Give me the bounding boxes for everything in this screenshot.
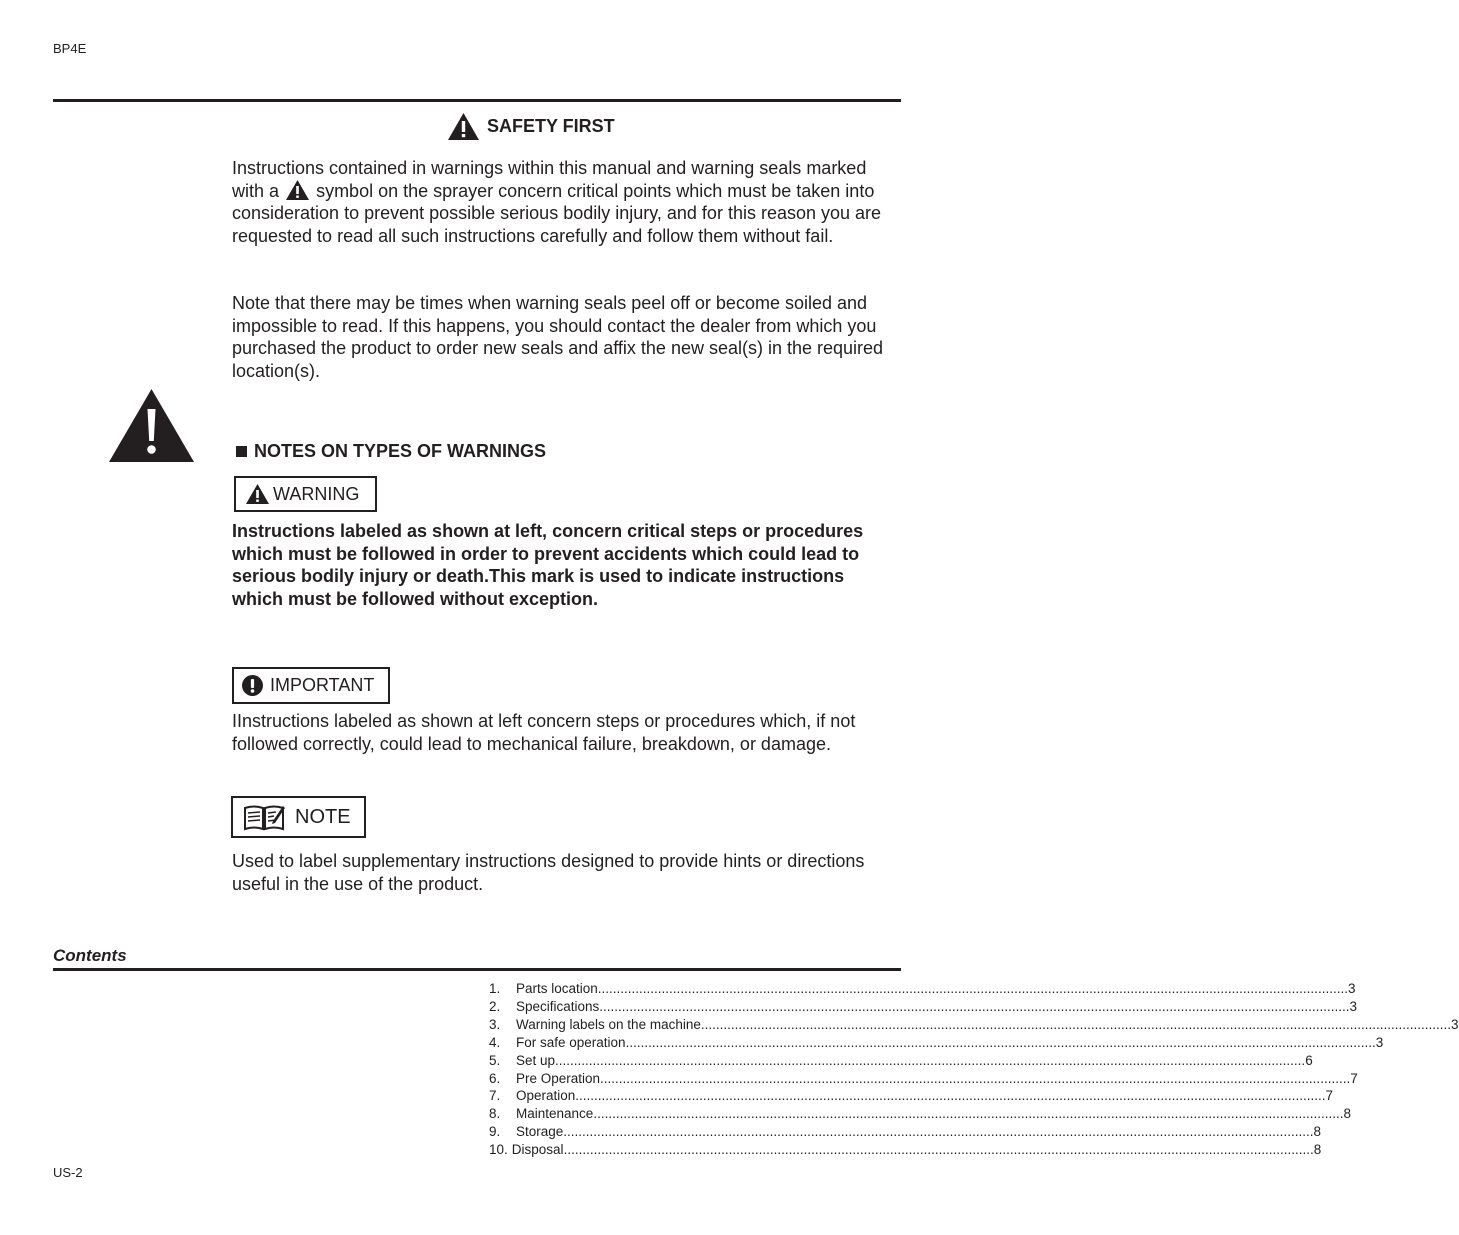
safety-paragraph-1 <box>232 157 897 247</box>
page-number: US-2 <box>53 1165 83 1180</box>
notes-heading-text: NOTES ON TYPES OF WARNINGS <box>254 441 547 461</box>
safety-heading <box>448 113 615 140</box>
toc-item-title: For safe operation <box>516 1034 626 1050</box>
toc-item[interactable] <box>489 980 1356 998</box>
warning-triangle-icon <box>246 484 269 504</box>
toc-item-title: Parts location <box>516 981 598 996</box>
open-book-icon <box>243 804 285 831</box>
top-divider <box>53 99 901 102</box>
toc-item-number: 9. <box>489 1124 501 1140</box>
toc-item-page: 7 <box>1350 1070 1358 1086</box>
warning-triangle-icon <box>286 180 309 200</box>
toc-leader-dots: ........................................................................................................................................................................................................ <box>625 1034 1376 1050</box>
toc-item-page: 3 <box>1349 998 1357 1014</box>
toc-item-page: 8 <box>1313 1124 1321 1140</box>
toc-item-number: 2. <box>489 998 501 1014</box>
toc-leader-dots: ........................................................................................................................................................................................................ <box>593 1106 1344 1122</box>
important-label-box <box>232 667 390 704</box>
toc-item-page: 8 <box>1343 1106 1351 1122</box>
contents-title: Contents <box>53 946 127 965</box>
safety-p1-start: Instructions contained in warnings within this manual and warning seals marked with a <box>232 158 867 201</box>
toc-item-number: 3. <box>489 1016 501 1032</box>
toc-item-title: Disposal <box>511 1142 564 1158</box>
important-description: IInstructions labeled as shown at left concern steps or procedures which, if not followed correctly, could lead to mechanical failure, breakdown, or damage. <box>232 711 856 754</box>
notes-heading <box>236 441 546 462</box>
toc-leader-dots: ........................................................................................................................................................................................................ <box>555 1052 1306 1068</box>
toc-leader-dots: ........................................................................................................................................................................................................ <box>600 1070 1351 1086</box>
toc-item-page: 3 <box>1347 981 1356 996</box>
important-label: IMPORTANT <box>270 675 375 695</box>
toc-item-page: 6 <box>1305 1052 1313 1068</box>
toc-item[interactable] <box>489 1087 1333 1105</box>
toc-item[interactable] <box>489 1123 1321 1141</box>
toc-item-title: Storage <box>516 1124 564 1140</box>
toc-item-page: 8 <box>1313 1142 1322 1158</box>
toc-item[interactable] <box>489 1016 1459 1034</box>
toc-item-number: 4. <box>489 1034 501 1050</box>
toc-item-title: Specifications <box>516 998 600 1014</box>
toc-leader-dots: ........................................................................................................................................................................................................ <box>563 1124 1314 1140</box>
large-warning-triangle-icon <box>109 389 194 462</box>
toc-leader-dots: ........................................................................................................................................................................................................ <box>700 1016 1452 1032</box>
toc-item-page: 3 <box>1451 1016 1459 1032</box>
toc-item-number: 8. <box>489 1106 501 1122</box>
toc-leader-dots: ........................................................................................................................................................................................................ <box>575 1088 1326 1104</box>
toc-item-page: 3 <box>1375 1034 1384 1050</box>
warning-label: WARNING <box>273 483 360 504</box>
toc-leader-dots: ........................................................................................................................................................................................................ <box>597 981 1348 996</box>
exclamation-circle-icon <box>242 675 263 696</box>
note-description: Used to label supplementary instructions designed to provide hints or directions useful in the use of the product. <box>232 851 865 894</box>
toc-item-title: Operation <box>516 1088 576 1104</box>
warning-triangle-icon <box>448 113 479 140</box>
model-code: BP4E <box>53 41 87 56</box>
safety-paragraph-2: Note that there may be times when warning seals peel off or become soiled and impossible to read. If this happens, you should contact the dealer from which you purchased the product to order new seals and affix the new seal(s) in the required location(s). <box>232 293 884 381</box>
toc-item-title: Set up <box>516 1052 556 1068</box>
toc-item[interactable] <box>489 998 1357 1016</box>
toc-item-title: Pre Operation <box>516 1070 601 1086</box>
toc-item-number: 10. <box>489 1142 508 1158</box>
toc-item-number: 6. <box>489 1070 501 1086</box>
square-bullet-icon <box>236 446 247 457</box>
note-label: NOTE <box>295 805 351 828</box>
toc-leader-dots: ........................................................................................................................................................................................................ <box>563 1142 1314 1158</box>
toc-item-number: 7. <box>489 1088 501 1104</box>
toc-item[interactable] <box>489 1105 1351 1123</box>
toc-item-number: 5. <box>489 1052 501 1068</box>
toc-item[interactable] <box>489 1070 1358 1088</box>
safety-title: SAFETY FIRST <box>487 116 615 136</box>
toc-item[interactable] <box>489 1141 1322 1159</box>
table-of-contents <box>489 980 1459 1159</box>
toc-leader-dots: ........................................................................................................................................................................................................ <box>599 998 1350 1014</box>
safety-p1-end: symbol on the sprayer concern critical points which must be taken into consideration to prevent possible serious bodily injury, and for this reason you are requested to read all such instructions carefully and follow them without fail. <box>232 180 882 246</box>
warning-description: Instructions labeled as shown at left, concern critical steps or procedures which must be followed in order to prevent accidents which could lead to serious bodily injury or death.This mark is used to indicate instructions which must be followed without exception. <box>232 521 864 609</box>
warning-label-box <box>234 476 377 512</box>
toc-item[interactable] <box>489 1034 1384 1052</box>
toc-item-page: 7 <box>1325 1088 1333 1104</box>
toc-item-number: 1. <box>489 981 501 996</box>
toc-item[interactable] <box>489 1052 1313 1070</box>
toc-item-title: Warning labels on the machine <box>516 1016 701 1032</box>
contents-divider <box>53 968 901 971</box>
toc-item-title: Maintenance <box>516 1106 594 1122</box>
note-label-box <box>231 796 366 838</box>
